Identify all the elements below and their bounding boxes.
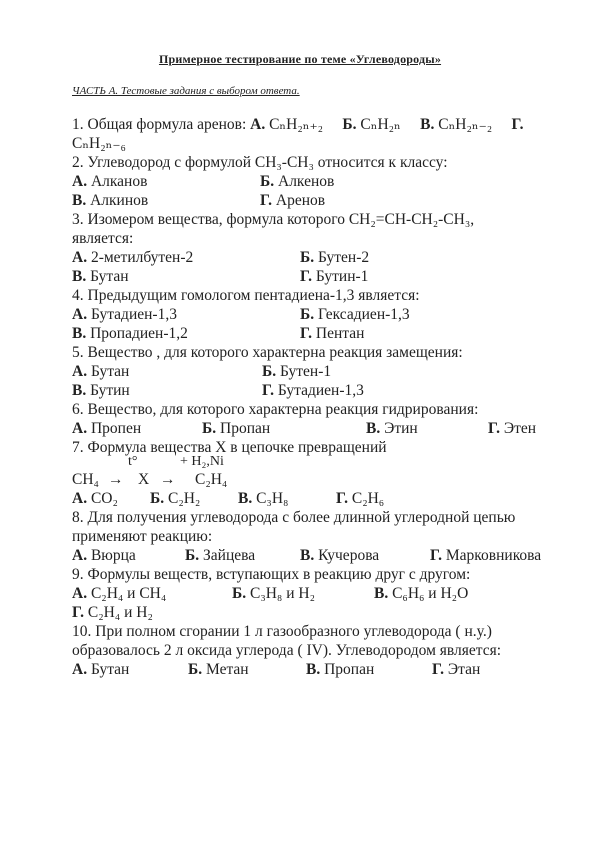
question-8-option-b: Б. Зайцева bbox=[185, 547, 256, 564]
option-a-label: А. bbox=[250, 116, 266, 133]
question-8-option-c: В. Кучерова bbox=[300, 547, 380, 564]
question-7-text: 7. Формула вещества X в цепочке превращений bbox=[72, 439, 387, 456]
chain-unknown: X bbox=[138, 471, 150, 488]
question-9-option-b: Б. C₃H₈ и H₂ bbox=[232, 585, 315, 602]
question-3-option-a: А. 2-метилбутен-2 bbox=[72, 249, 194, 266]
question-9-option-c: В. C₆H₆ и H₂O bbox=[374, 585, 469, 602]
question-1-text: 1. Общая формула аренов: bbox=[72, 116, 247, 133]
arrow-icon: → bbox=[108, 471, 124, 488]
section-heading: ЧАСТЬ А. Тестовые задания с выбором ответа. bbox=[72, 85, 300, 97]
question-7-option-d: Г. C₂H₆ bbox=[336, 490, 385, 507]
page-title: Примерное тестирование по теме «Углеводороды» bbox=[158, 52, 442, 66]
question-6-option-a: А. Пропен bbox=[72, 420, 142, 437]
question-8-option-a: А. Вюрца bbox=[72, 547, 136, 564]
question-7-option-a: А. CO₂ bbox=[72, 490, 118, 507]
option-d-label: Г. bbox=[511, 116, 524, 133]
question-7-option-c: В. C₃H₈ bbox=[238, 490, 289, 507]
question-9-option-d: Г. C₂H₄ и H₂ bbox=[72, 604, 153, 621]
question-8-text-cont: применяют реакцию: bbox=[72, 528, 213, 545]
question-7-option-b: Б. C₂H₂ bbox=[150, 490, 201, 507]
question-5-option-d: Г. Бутадиен-1,3 bbox=[262, 382, 364, 399]
question-4-option-d: Г. Пентан bbox=[300, 325, 365, 342]
question-5-option-b: Б. Бутен-1 bbox=[262, 363, 332, 380]
question-5-option-c: В. Бутин bbox=[72, 382, 130, 399]
question-2-option-b: Б. Алкенов bbox=[260, 173, 335, 190]
chain-start: CH₄ bbox=[72, 471, 99, 488]
question-6-option-c: В. Этин bbox=[366, 420, 418, 437]
question-4-option-a: А. Бутадиен-1,3 bbox=[72, 306, 177, 323]
option-b: CₙH₂ₙ bbox=[360, 116, 401, 133]
question-3-option-b: Б. Бутен-2 bbox=[300, 249, 370, 266]
option-b-label: Б. bbox=[342, 116, 357, 133]
question-3-option-c: В. Бутан bbox=[72, 268, 129, 285]
arrow-icon: → bbox=[160, 471, 176, 488]
option-a: CₙH₂ₙ₊₂ bbox=[269, 116, 324, 133]
question-4-option-c: В. Пропадиен-1,2 bbox=[72, 325, 188, 342]
question-3-option-d: Г. Бутин-1 bbox=[300, 268, 369, 285]
question-9-option-a: А. C₂H₄ и CH₄ bbox=[72, 585, 167, 602]
question-4-option-b: Б. Гексадиен-1,3 bbox=[300, 306, 410, 323]
question-3-text-cont: является: bbox=[72, 230, 134, 247]
question-2-option-c: В. Алкинов bbox=[72, 192, 149, 209]
question-8-text: 8. Для получения углеводорода с более длинной углеродной цепью bbox=[72, 509, 516, 526]
question-10-option-b: Б. Метан bbox=[188, 661, 249, 678]
question-2-option-a: А. Алканов bbox=[72, 173, 148, 190]
question-1 bbox=[72, 116, 524, 134]
question-2-option-d: Г. Аренов bbox=[260, 192, 326, 209]
option-c: CₙH₂ₙ₋₂ bbox=[438, 116, 493, 133]
question-10-option-c: В. Пропан bbox=[306, 661, 375, 678]
option-c-label: В. bbox=[420, 116, 435, 133]
question-10-text-cont: образовалось 2 л оксида углерода ( IV). Углеводородом является: bbox=[72, 642, 502, 659]
question-2-text: 2. Углеводород с формулой CH₃-CH₃ относится к классу: bbox=[72, 154, 448, 171]
question-4-text: 4. Предыдущим гомологом пентадиена-1,3 является: bbox=[72, 287, 420, 304]
question-6-text: 6. Вещество, для которого характерна реакция гидрирования: bbox=[72, 401, 479, 418]
reaction-condition-temperature: t° bbox=[128, 454, 138, 469]
question-5-text: 5. Вещество , для которого характерна реакция замещения: bbox=[72, 344, 463, 361]
question-8-option-d: Г. Марковникова bbox=[430, 547, 542, 564]
question-10-option-d: Г. Этан bbox=[432, 661, 481, 678]
question-6-option-d: Г. Этен bbox=[488, 420, 537, 437]
chain-end: C₂H₄ bbox=[195, 471, 228, 488]
reaction-condition-hydrogenation: + H₂,Ni bbox=[180, 454, 224, 469]
question-10-text: 10. При полном сгорании 1 л газообразного углеводорода ( н.у.) bbox=[72, 623, 492, 640]
question-10-option-a: А. Бутан bbox=[72, 661, 130, 678]
question-6-option-b: Б. Пропан bbox=[202, 420, 271, 437]
question-9-text: 9. Формулы веществ, вступающих в реакцию друг с другом: bbox=[72, 566, 471, 583]
question-3-text: 3. Изомером вещества, формула которого CH₂=CH-CH₂-CH₃, bbox=[72, 211, 475, 228]
question-5-option-a: А. Бутан bbox=[72, 363, 130, 380]
option-d: CₙH₂ₙ₋₆ bbox=[72, 135, 126, 152]
